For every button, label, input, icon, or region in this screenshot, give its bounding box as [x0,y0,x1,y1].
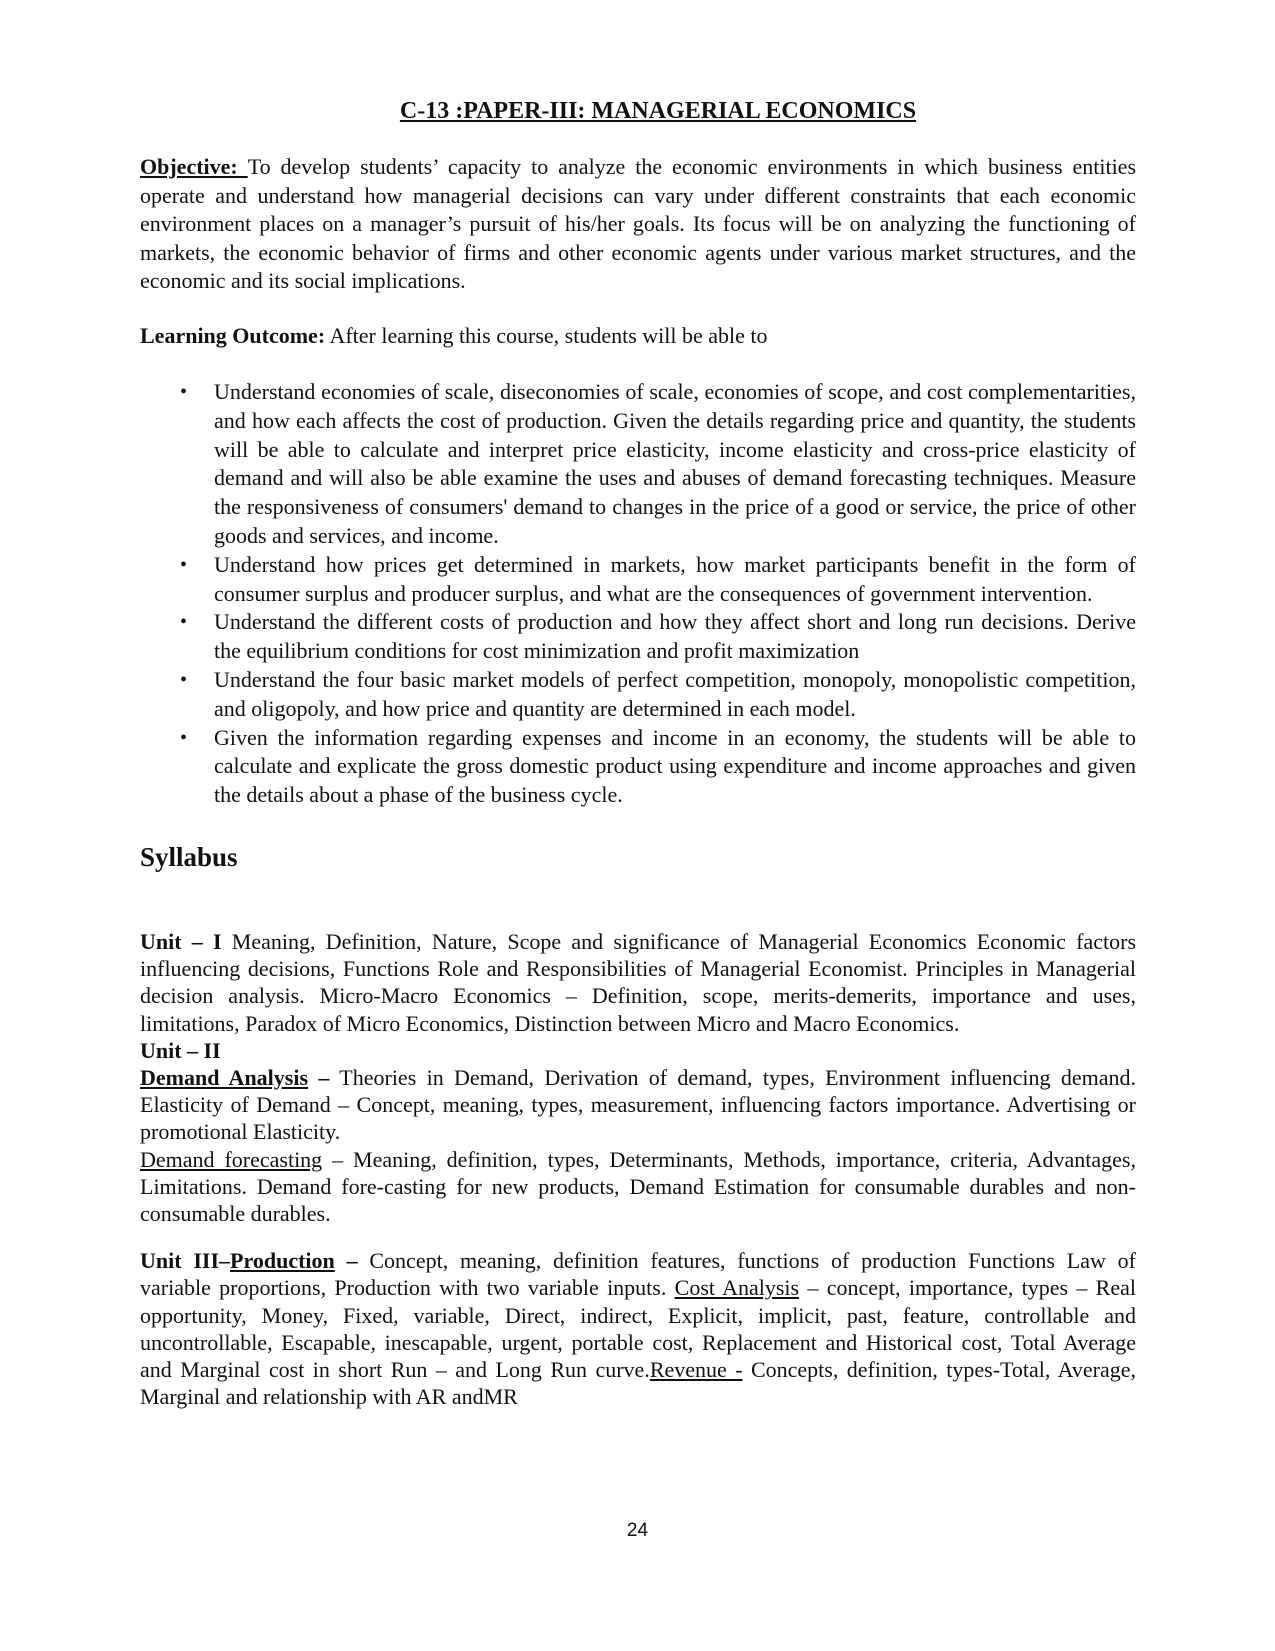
demand-analysis-text: Theories in Demand, Derivation of demand, types, Environment influencing demand. Elasticity of Demand – Concept, meaning, types, measurement, influencing factors importance. Advertising or promotional Elasticity. [140,1064,1136,1145]
learning-outcome-label: Learning Outcome: [140,322,326,348]
unit-2-label: Unit – II [140,1037,221,1063]
bullet-icon: • [180,726,188,749]
unit-1-label: Unit – I [140,928,222,954]
syllabus-units [140,928,1136,1410]
revenue-label: Revenue - [649,1357,743,1382]
objective-paragraph [140,153,1136,296]
demand-forecasting-text: – Meaning, definition, types, Determinants, Methods, importance, criteria, Advantages, Limitations. Demand fore-casting for new products, Demand Estimation for consumable durables and non-consumable durables. [140,1146,1136,1226]
list-item-text: Understand economies of scale, diseconomies of scale, economies of scope, and cost complementarities, and how each affects the cost of production. Given the details regarding price and quantity, the students will be able to calculate and interpret price elasticity, income elasticity and cross-price elasticity of demand and will also be able examine the uses and abuses of demand forecasting techniques. Measure the responsiveness of consumers' demand to changes in the price of a good or service, the price of other goods and services, and income. [214,379,1136,548]
unit-3-label: Unit III– [140,1248,231,1274]
unit-1-paragraph [140,928,1136,1037]
list-item-text: Understand the different costs of production and how they affect short and long run decisions. Derive the equilibrium conditions for cost minimization and profit maximization [214,609,1136,664]
bullet-icon: • [180,553,188,576]
production-text: Concept, meaning, definition features, functions of production Functions Law of variable proportions, Production with two variable inputs. [140,1248,1137,1301]
demand-analysis-paragraph [140,1064,1136,1146]
list-item [140,666,1136,724]
page-number: 24 [626,1520,649,1541]
bullet-icon: • [180,668,188,691]
page-title: C-13 :PAPER-III: MANAGERIAL ECONOMICS [399,98,917,124]
learning-outcome-intro: After learning this course, students will be able to [325,322,768,348]
production-label: Production [230,1248,335,1274]
bullet-icon: • [180,611,188,634]
production-dash: – [334,1248,358,1274]
demand-analysis-dash: – [308,1064,330,1090]
cost-analysis-text: – concept, importance, types – Real opportunity, Money, Fixed, variable, Direct, indirect, Explicit, implicit, past, feature, controllable and uncontrollable, Escapable, inescapable, urgent, portable cost, Replacement and Historical cost, Total Average and Marginal cost in short Run – and Long Run curve. [140,1275,1136,1382]
demand-forecasting-paragraph [140,1146,1136,1228]
learning-outcome-list [140,378,1136,810]
learning-outcome-paragraph [140,322,1136,351]
objective-label: Objective: [140,154,248,179]
objective-text: To develop students’ capacity to analyze the economic environments in which business entities operate and understand how managerial decisions can vary under different constraints that each economic environment places on a manager’s pursuit of his/her goals. Its focus will be on analyzing the functioning of markets, the economic behavior of firms and other economic agents under various market structures, and the economic and its social implications. [140,154,1137,293]
bullet-icon: • [180,381,188,403]
demand-analysis-label: Demand Analysis [140,1064,309,1090]
cost-analysis-label: Cost Analysis [674,1275,800,1301]
list-item-text: Given the information regarding expenses and income in an economy, the students will be able to calculate and explicate the gross domestic product using expenditure and income approaches and given the details about a phase of the business cycle. [214,724,1136,808]
paragraph-gap [140,1227,1136,1247]
revenue-text: Concepts, definition, types-Total, Average, Marginal and relationship with AR andMR [140,1357,1137,1410]
unit-1-text: Meaning, Definition, Nature, Scope and significance of Managerial Economics Economic factors influencing decisions, Functions Role and Responsibilities of Managerial Economist. Principles in Managerial decision analysis. Micro-Macro Economics – Definition, scope, merits-demerits, importance and uses, limitations, Paradox of Micro Economics, Distinction between Micro and Macro Economics. [140,928,1137,1036]
unit-3-paragraph [140,1247,1136,1410]
page-content [140,95,1136,1410]
list-item [140,608,1136,666]
list-item [140,724,1136,810]
syllabus-heading: Syllabus [140,841,238,872]
list-item [140,551,1136,609]
list-item-text: Understand the four basic market models of perfect competition, monopoly, monopolistic competition, and oligopoly, and how price and quantity are determined in each model. [214,666,1136,721]
list-item [140,378,1136,551]
demand-forecasting-label: Demand forecasting [140,1146,323,1172]
list-item-text: Understand how prices get determined in markets, how market participants benefit in the form of consumer surplus and producer surplus, and what are the consequences of government intervention. [214,551,1136,606]
